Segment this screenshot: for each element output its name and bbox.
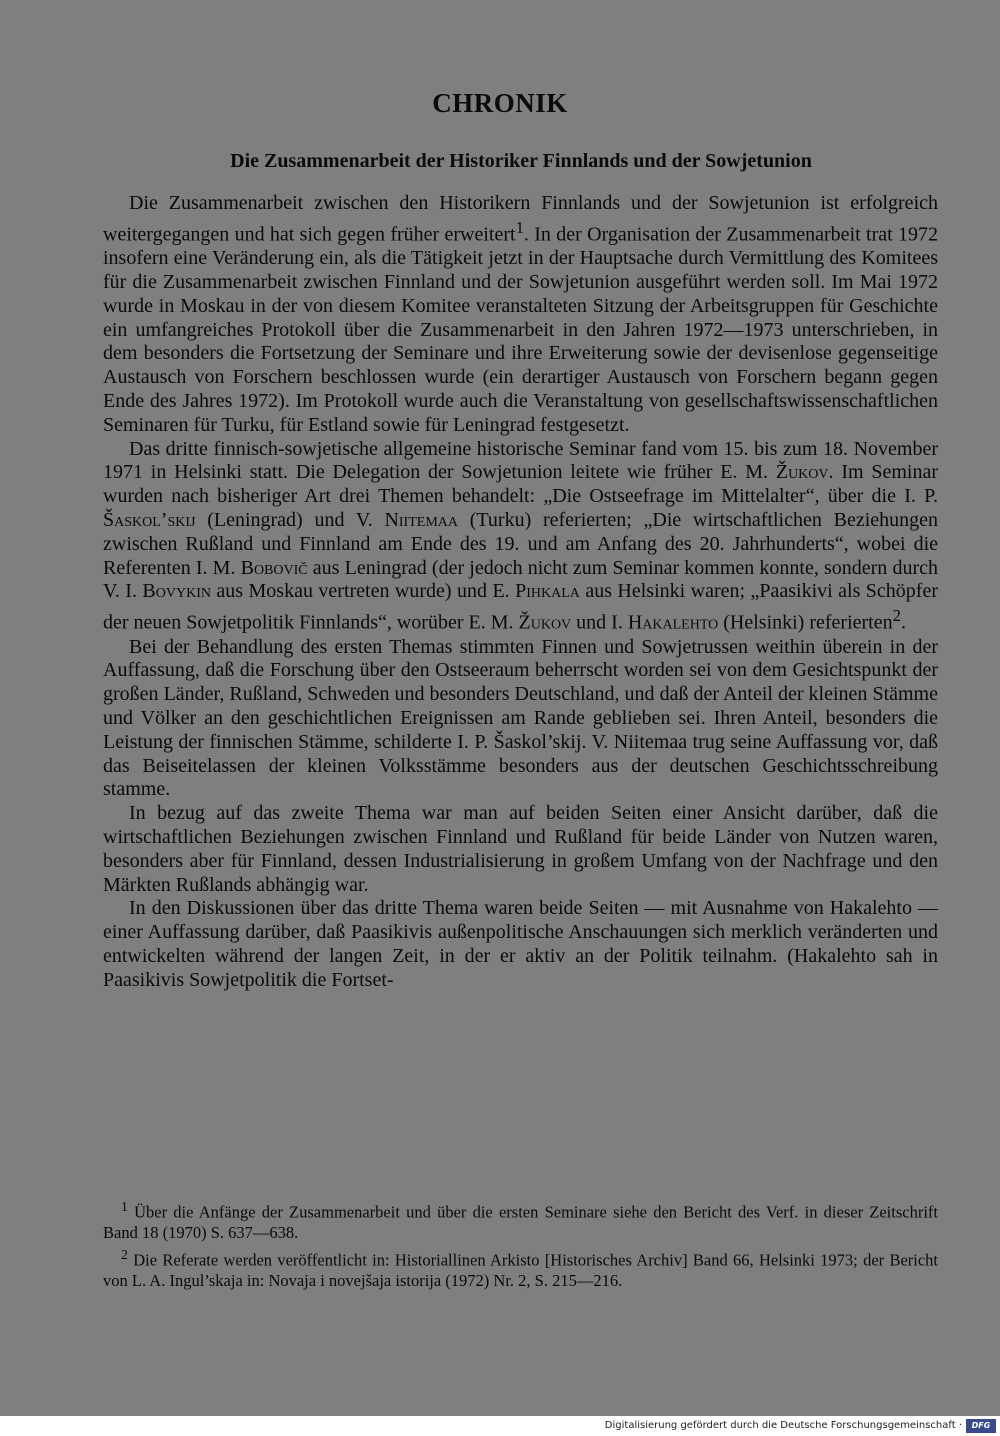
paragraph-3: Bei der Behandlung des ersten Themas stimmten Finnen und Sowjetrussen weithin überein in der Auffassung, daß die Forschung über den Ostseeraum beherrscht worden sei von dem Gesichtspunkt der großen Länder, Rußland, Schweden und besonders Deutschland, und daß der Anteil der kleinen Stämme und Völker an den geschichtlichen Ereignissen am Rande geblieben sei. Ihren Anteil, besonders die Leistung der finnischen Stämme, schilderte I. P. Šaskol’skij. V. Niitemaa trug seine Auffassung vor, daß das Beiseitelassen der kleinen Volksstämme besonders aus der deutschen Geschichtsschreibung stamme. [103,635,938,801]
footnotes [103,1197,938,1292]
paragraph-5: In den Diskussionen über das dritte Thema waren beide Seiten — mit Ausnahme von Hakalehto — einer Auffassung darüber, daß Paasikivis außenpolitische Anschauungen sich merklich veränderten und entwickelten während der langen Zeit, in der er aktiv an der Politik teilnahm. (Hakalehto sah in Paasikivis Sowjetpolitik die Fortset- [103,897,938,991]
person-name: Bobovič [240,556,308,579]
footnote-number: 2 [121,1246,128,1262]
footnote-2: $^2$ Die Referate werden veröffentlicht in: Historiallinen Arkisto [Historisches Archiv] Band 66, Helsinki 1973; der Bericht von L. A. Ingul’skaja in: Novaja i novejšaja istorija (1972) Nr. 2, S. 215—216. [103,1246,939,1290]
paragraph-2: Das dritte finnisch-sowjetische allgemeine historische Seminar fand vom 15. bis zum 18. November 1971 in Helsinki statt. Die Delegation der Sowjetunion leitete wie früher E. M. Žukov. Im Seminar wurden nach bisheriger Art drei Themen behandelt: „Die Ostseefrage im Mittelalter“, über die I. P. Šaskol’skij (Leningrad) und V. Niitemaa (Turku) referierten; „Die wirtschaftlichen Beziehungen zwischen Rußland und Finnland am Ende des 19. und am Anfang des 20. Jahrhunderts“, wobei die Referenten I. M. Bobovič aus Leningrad (der jedoch nicht zum Seminar kommen konnte, sondern durch V. I. Bovykin aus Moskau vertreten wurde) und E. Pihkala aus Helsinki waren; „Paasikivi als Schöpfer der neuen Sowjetpolitik Finnlands“, worüber E. M. Žukov und I. Hakalehto (Helsinki) referierten$^2$. [103,437,939,634]
article-body [103,192,938,993]
section-heading: CHRONIK [432,88,568,118]
person-name: Niitemaa [384,509,458,532]
paragraph-4: In bezug auf das zweite Thema war man auf beiden Seiten einer Ansicht darüber, daß die wirtschaftlichen Beziehungen zwischen Finnland und Rußland für beide Länder von Nutzen waren, besonders aber für Finnland, dessen Industrialisierung in großem Umfang von der Nachfrage und den Märkten Rußlands abhängig war. [103,802,938,896]
footnote-ref-2[interactable]: 2 [892,606,901,626]
funding-credit: Digitalisierung gefördert durch die Deutsche Forschungsgemeinschaft · [604,1420,962,1431]
dfg-logo-icon[interactable]: DFG [966,1419,996,1433]
person-name: Hakalehto [627,611,719,634]
person-name: Žukov [775,461,829,484]
person-name: Šaskol’skij [103,509,196,532]
paragraph-1: Die Zusammenarbeit zwischen den Historikern Finnlands und der Sowjetunion ist erfolgreich weitergegangen und hat sich gegen früher erweitert$^1$. In der Organisation der Zusammenarbeit trat 1972 insofern eine Veränderung ein, als die Tätigkeit jetzt in der Hauptsache durch Vermittlung des Komitees für die Zusammenarbeit zwischen Finnland und der Sowjetunion ausgeführt werden soll. Im Mai 1972 wurde in Moskau in der von diesem Komitee veranstalteten Sitzung der Arbeitsgruppen für Geschichte ein umfangreiches Protokoll über die Zusammenarbeit in den Jahren 1972—1973 unterschrieben, in dem besonders die Fortsetzung der Seminare und ihre Erweiterung sowie der devisenlose gegenseitige Austausch von Forschern beschlossen wurde (ein derartiger Austausch von Forschern begann gegen Ende des Jahres 1972). Im Protokoll wurde auch die Veranstaltung von gesellschaftswissenschaftlichen Seminaren für Turku, für Estland sowie für Leningrad festgesetzt. [103,192,938,436]
footer-bar [0,1418,1000,1436]
person-name: Bovykin [142,580,211,603]
person-name: Žukov [518,611,572,634]
footnote-1: $^1$ Über die Anfänge der Zusammenarbeit und über die ersten Seminare siehe den Bericht des Verf. in dieser Zeitschrift Band 18 (1970) S. 637—638. [103,1199,939,1242]
person-name: Pihkala [515,580,580,603]
footnote-ref-1[interactable]: 1 [515,217,524,237]
article-title: Die Zusammenarbeit der Historiker Finnlands und der Sowjetunion [230,150,812,172]
footnote-number: 1 [121,1199,128,1214]
